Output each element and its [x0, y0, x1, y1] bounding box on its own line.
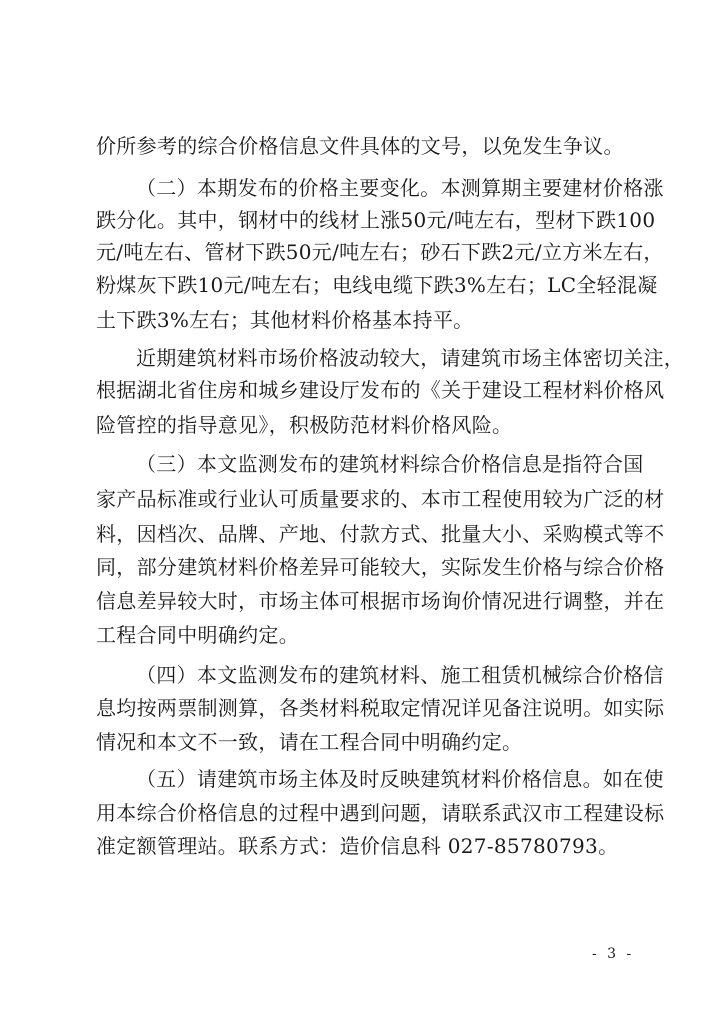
text-line: （二）本期发布的价格主要变化。本测算期主要建材价格涨: [136, 176, 664, 200]
text-line: 工程合同中明确约定。: [96, 623, 299, 647]
text-line: 信息差异较大时，市场主体可根据市场询价情况进行调整，并在: [96, 589, 665, 613]
text-line: 价所参考的综合价格信息文件具体的文号，以免发生争议。: [96, 134, 624, 158]
text-line: 近期建筑材料市场价格波动较大，请建筑市场主体密切关注，: [136, 346, 685, 370]
text-line: 粉煤灰下跌10元/吨左右；电线电缆下跌3%左右；LC全轻混凝: [96, 273, 658, 297]
page-number: - 3 -: [592, 946, 635, 962]
text-line: 同，部分建筑材料价格差异可能较大，实际发生价格与综合价格: [96, 555, 665, 579]
text-line: （五）请建筑市场主体及时反映建筑材料价格信息。如在使: [136, 767, 664, 791]
text-line: （四）本文监测发布的建筑材料、施工租赁机械综合价格信: [136, 663, 664, 687]
text-line: 家产品标准或行业认可质量要求的、本市工程使用较为广泛的材: [96, 487, 665, 511]
text-line: 情况和本文不一致，请在工程合同中明确约定。: [96, 730, 523, 754]
text-line: 用本综合价格信息的过程中遇到问题，请联系武汉市工程建设标: [96, 801, 665, 825]
text-line: 根据湖北省住房和城乡建设厅发布的《关于建设工程材料价格风: [96, 378, 665, 402]
text-line: 息均按两票制测算，各类材料税取定情况详见备注说明。如实际: [96, 696, 665, 720]
text-line: 险管控的指导意见》，积极防范材料价格风险。: [96, 413, 513, 437]
text-line: （三）本文监测发布的建筑材料综合价格信息是指符合国: [136, 452, 644, 476]
text-line: 跌分化。其中，钢材中的线材上涨50元/吨左右，型材下跌100: [96, 208, 656, 232]
text-line: 元/吨左右、管材下跌50元/吨左右；砂石下跌2元/立方米左右，: [96, 240, 664, 264]
text-line: 准定额管理站。联系方式：造价信息科 027-85780793。: [96, 834, 619, 858]
text-line: 料，因档次、品牌、产地、付款方式、批量大小、采购模式等不: [96, 522, 665, 546]
text-line: 土下跌3%左右；其他材料价格基本持平。: [96, 308, 474, 332]
